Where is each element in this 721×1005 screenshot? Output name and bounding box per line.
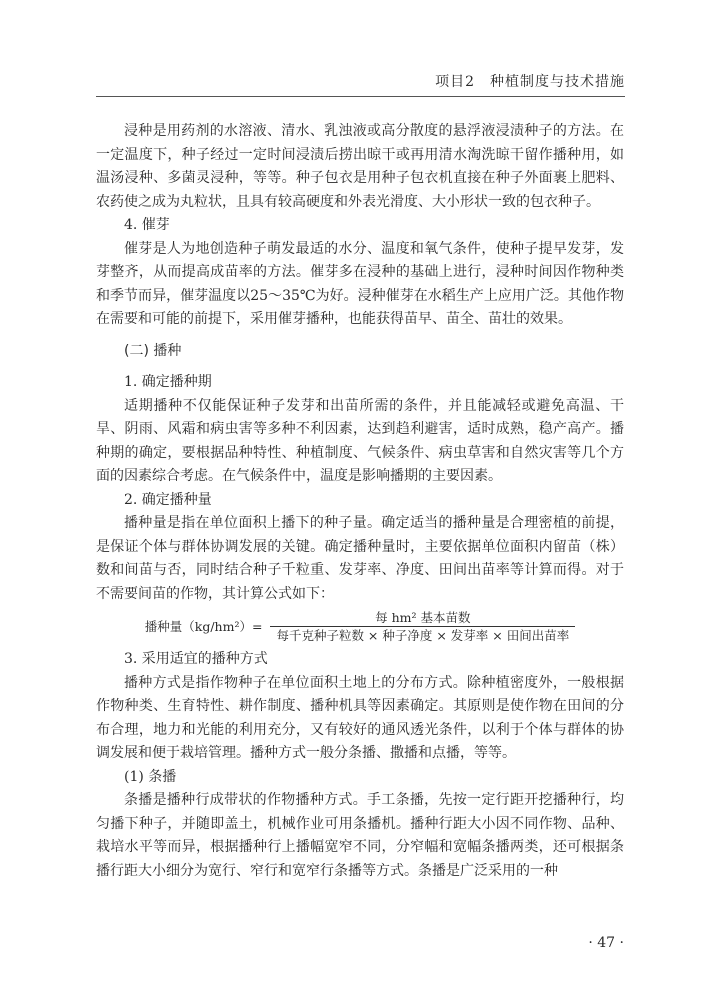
sowing-period-paragraph: 适期播种不仅能保证种子发芽和出苗所需的条件，并且能减轻或避免高温、干旱、阴雨、风霜和病虫害等多种不利因素，达到趋利避害，适时成熟，稳产高产。播种期的确定，要根据品种特性、种植制度、气候条件、病虫草害和自然灾害等几个方面的因素综合考虑。在气候条件中，温度是影响播期的主要因素。 xyxy=(96,397,624,484)
drill-sowing-paragraph: 条播是播种行成带状的作物播种方式。手工条播，先按一定行距开挖播种行，均匀播下种子，并随即盖土，机械作业可用条播机。播种行距大小因不同作物、品种、栽培水平等而异，根据播种行上播幅宽窄不同，分窄幅和宽幅条播两类，还可根据条播行距大小细分为宽行、窄行和宽窄行条播等方式。条播是广泛采用的一种 xyxy=(96,792,624,879)
formula-fraction xyxy=(270,609,575,644)
sowing-period-heading: 1. 确定播种期 xyxy=(124,374,212,390)
header-divider xyxy=(96,96,625,97)
formula-lhs: 播种量（kg/hm²）= xyxy=(144,618,263,634)
sowing-rate-heading: 2. 确定播种量 xyxy=(124,491,212,508)
sowing-method-paragraph: 播种方式是指作物种子在单位面积土地上的分布方式。除种植密度外，一般根据作物种类、生育特性、耕作制度、播种机具等因素确定。其原则是使作物在田间的分布合理，地力和光能的利用充分，又有较好的通风透光条件，以利于个体与群体的协调发展和便于栽培管理。播种方式一般分条播、撒播和点播，等等。 xyxy=(96,674,624,761)
germination-paragraph: 催芽是人为地创造种子萌发最适的水分、温度和氧气条件，使种子提早发芽，发芽整齐，从而提高成苗率的方法。催芽多在浸种的基础上进行，浸种时间因作物种类和季节而异，催芽温度以25～35℃为好。浸种催芽在水稻生产上应用广泛。其他作物在需要和可能的前提下，采用催芽播种，也能获得苗早、苗全、苗壮的效果。 xyxy=(96,240,624,327)
formula-denominator: 每千克种子粒数 × 种子净度 × 发芽率 × 田间出苗率 xyxy=(270,626,575,644)
section-heading-sowing: (二) 播种 xyxy=(124,342,182,359)
soaking-paragraph: 浸种是用药剂的水溶液、清水、乳浊液或高分散度的悬浮液浸渍种子的方法。在一定温度下，种子经过一定时间浸渍后捞出晾干或再用清水淘洗晾干留作播种用，如温汤浸种、多菌灵浸种，等等。种子包衣是用种子包衣机直接在种子外面裹上肥料、农药使之成为丸粒状，且具有较高硬度和外表光滑度、大小形状一致的包衣种子。 xyxy=(96,123,624,210)
sowing-method-heading: 3. 采用适宜的播种方式 xyxy=(124,651,268,667)
germination-heading: 4. 催芽 xyxy=(124,217,170,233)
page-body xyxy=(96,120,624,883)
formula-numerator: 每 hm² 基本苗数 xyxy=(375,610,471,625)
header-title: 项目2 种植制度与技术措施 xyxy=(435,74,625,90)
sowing-rate-paragraph: 播种量是指在单位面积上播下的种子量。确定适当的播种量是合理密植的前提，是保证个体与群体协调发展的关键。确定播种量时，主要依据单位面积内留苗（株）数和间苗与否，同时结合种子千粒重、发芽率、净度、田间出苗率等计算而得。对于不需要间苗的作物，其计算公式如下： xyxy=(96,515,624,602)
drill-sowing-heading: (1) 条播 xyxy=(124,768,177,785)
sowing-rate-formula xyxy=(96,609,624,644)
page-number: · 47 · xyxy=(588,935,624,951)
